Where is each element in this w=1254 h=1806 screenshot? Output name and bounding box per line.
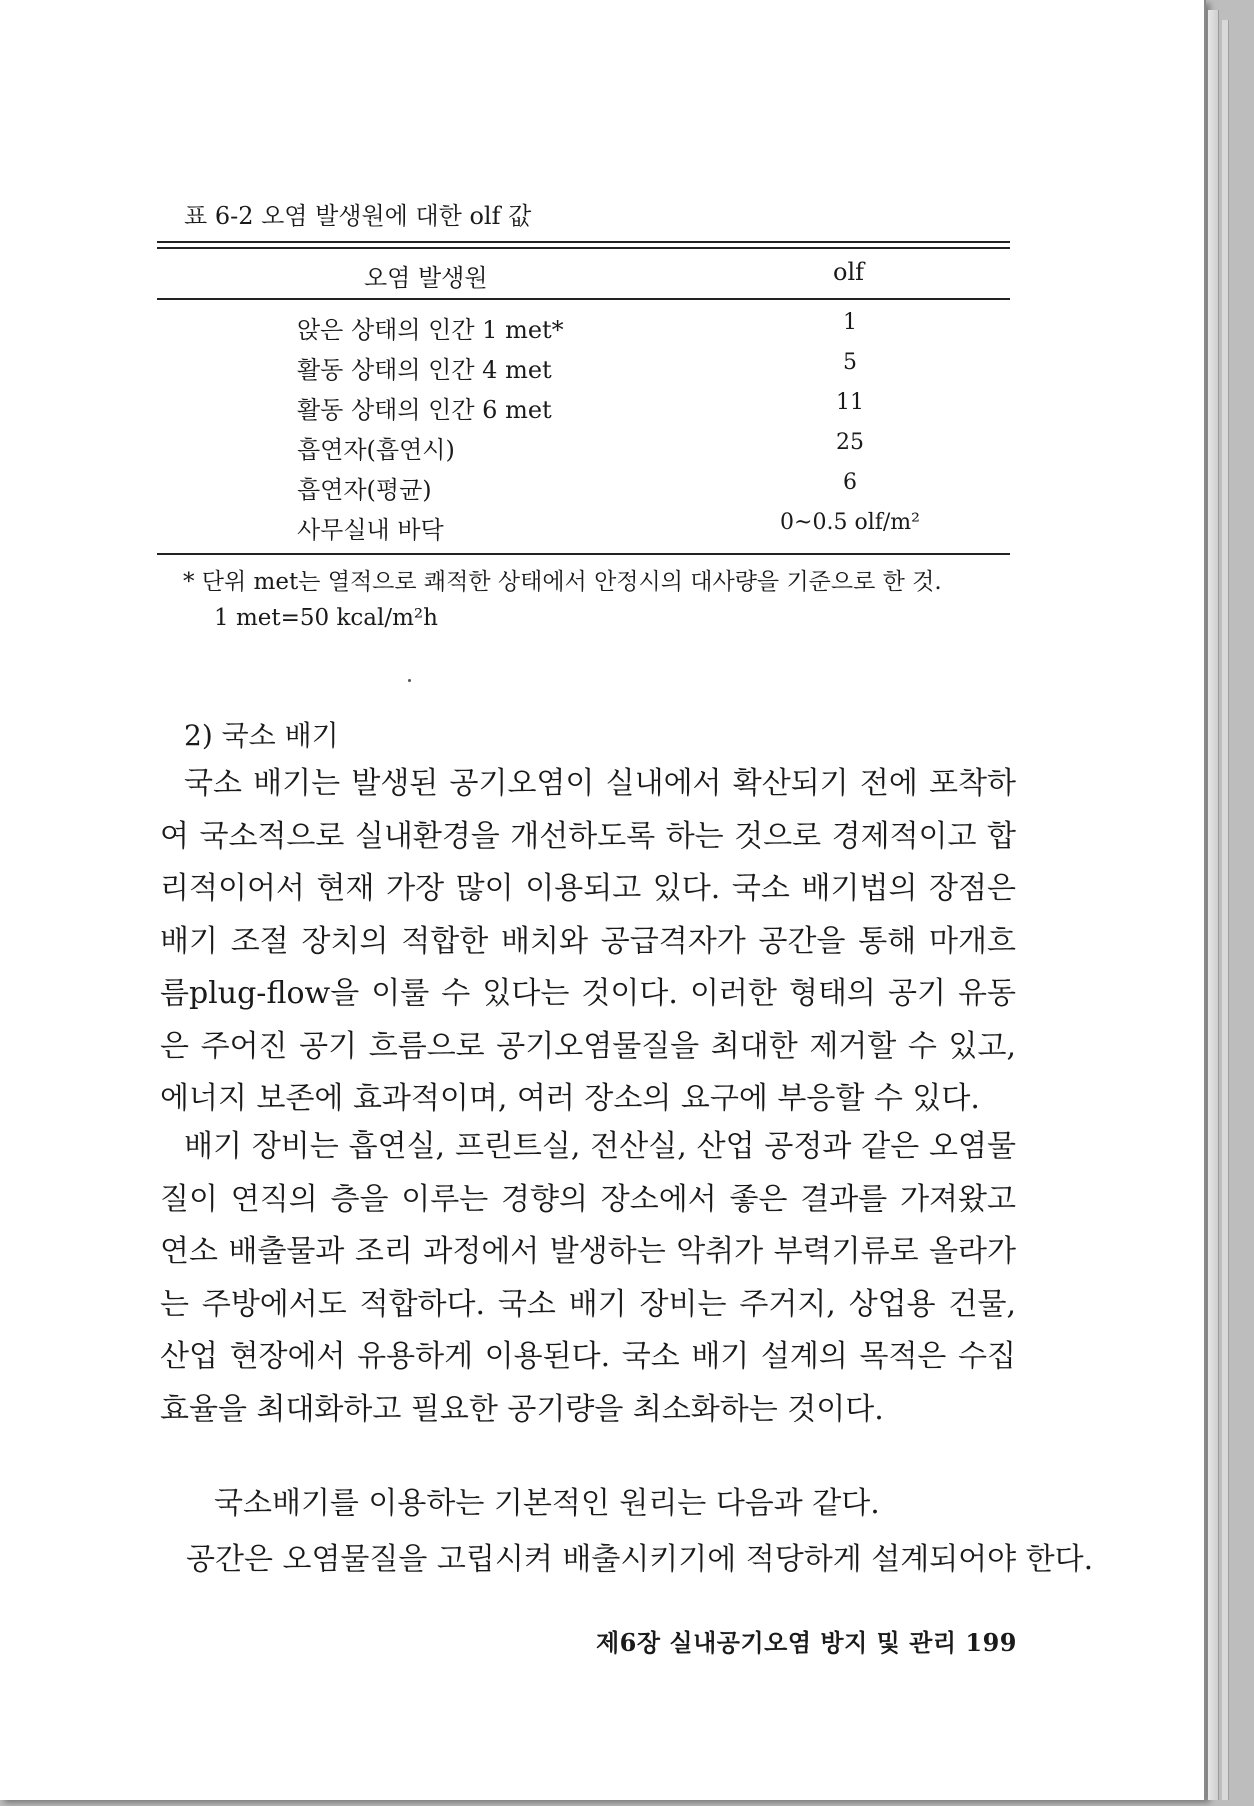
table-top-rule-double	[157, 247, 1010, 249]
table-row	[0, 510, 1204, 550]
table-footnote: * 단위 met는 열적으로 쾌적한 상태에서 안정시의 대사량을 기준으로 한 것.	[183, 569, 942, 595]
table-cell-olf: 6	[843, 470, 857, 495]
table-row	[0, 390, 1204, 430]
table-row	[0, 350, 1204, 390]
section-heading: 2) 국소 배기	[184, 719, 339, 752]
table-cell-olf: 1	[843, 310, 857, 335]
table-cell-source: 사무실내 바닥	[297, 516, 444, 544]
table-cell-olf: 25	[836, 430, 864, 455]
table-cell-olf: 0~0.5 olf/m²	[780, 510, 920, 535]
table-cell-source: 활동 상태의 인간 6 met	[297, 396, 552, 424]
table-cell-olf: 11	[836, 390, 864, 415]
table-header-olf: olf	[833, 258, 865, 286]
table-header-source: 오염 발생원	[364, 264, 488, 292]
table-row	[0, 470, 1204, 510]
running-footer: 제6장 실내공기오염 방지 및 관리 199	[596, 1628, 1017, 1657]
table-caption: 표 6-2 오염 발생원에 대한 olf 값	[184, 202, 532, 230]
closing-sentence: 국소배기를 이용하는 기본적인 원리는 다음과 같다.	[214, 1486, 880, 1521]
table-top-rule	[157, 241, 1010, 243]
page-stack-edge	[1208, 10, 1219, 1800]
closing-sentence: 공간은 오염물질을 고립시켜 배출시키기에 적당하게 설계되어야 한다.	[186, 1542, 1094, 1577]
body-paragraph: 국소 배기는 발생된 공기오염이 실내에서 확산되기 전에 포착하여 국소적으로 실내환경을 개선하도록 하는 것으로 경제적이고 합리적이어서 현재 가장 많이 이용되고 있다. 국소 배기법의 장점은 배기 조절 장치의 적합한 배치와 공급격자가 공간을 통해 마개흐름plug-flow을 이룰 수 있다는 것이다. 이러한 형태의 공기 유동은 주어진 공기 흐름으로 공기오염물질을 최대한 제거할 수 있고, 에너지 보존에 효과적이며, 여러 장소의 요구에 부응할 수 있다.	[160, 766, 1016, 1116]
table-header-rule	[157, 298, 1010, 300]
page-stack-edge	[1222, 20, 1229, 1800]
table-cell-source: 앉은 상태의 인간 1 met*	[297, 316, 564, 344]
print-speck	[408, 679, 411, 682]
table-cell-olf: 5	[843, 350, 857, 375]
table-row	[0, 430, 1204, 470]
table-row	[0, 310, 1204, 350]
table-bottom-rule	[157, 553, 1010, 555]
body-paragraph: 배기 장비는 흡연실, 프린트실, 전산실, 산업 공정과 같은 오염물질이 연직의 층을 이루는 경향의 장소에서 좋은 결과를 가져왔고 연소 배출물과 조리 과정에서 발생하는 악취가 부력기류로 올라가는 주방에서도 적합하다. 국소 배기 장비는 주거지, 상업용 건물, 산업 현장에서 유용하게 이용된다. 국소 배기 설계의 목적은 수집 효율을 최대화하고 필요한 공기량을 최소화하는 것이다.	[160, 1129, 1016, 1427]
table-cell-source: 흡연자(평균)	[297, 476, 432, 504]
table-cell-source: 활동 상태의 인간 4 met	[297, 356, 552, 384]
table-cell-source: 흡연자(흡연시)	[297, 436, 455, 464]
table-footnote-formula: 1 met=50 kcal/m²h	[214, 605, 438, 631]
